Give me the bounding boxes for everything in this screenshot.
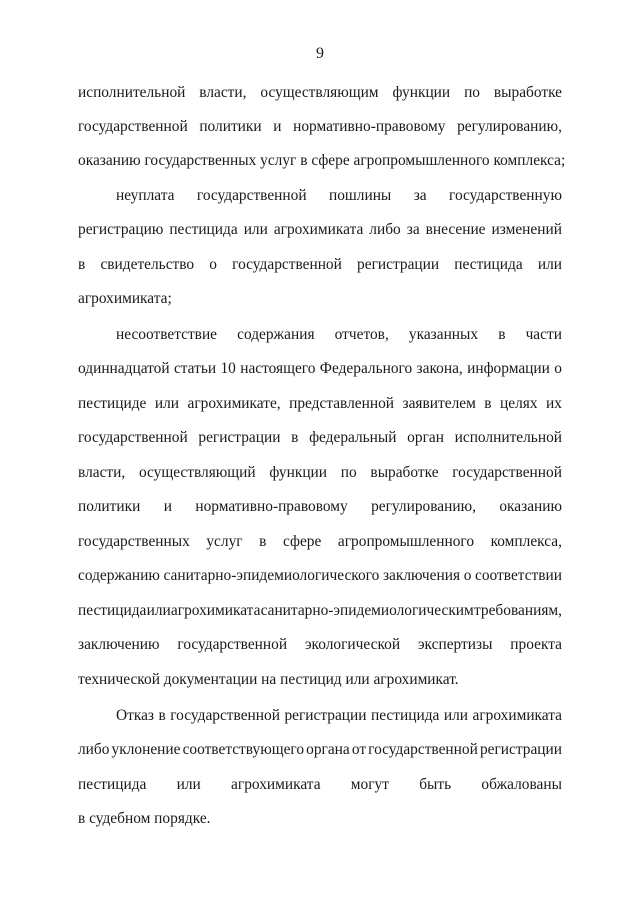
text-line: пестициде или агрохимикате, представленной заявителем в целях их	[78, 395, 562, 412]
text-line: государственной регистрации в федеральный орган исполнительной	[78, 429, 562, 446]
text-line: политики и нормативно-правовому регулированию, оказанию	[78, 498, 562, 515]
text-line: исполнительной власти, осуществляющим функции по выработке	[78, 84, 562, 101]
text-line: регистрацию пестицида или агрохимиката либо за внесение изменений	[78, 221, 562, 238]
text-line: одиннадцатой статьи 10 настоящего Федерального закона, информации о	[78, 360, 562, 377]
text-line: агрохимиката;	[78, 290, 172, 307]
text-line: технической документации на пестицид или агрохимикат.	[78, 671, 459, 688]
text-line: либо уклонение соответствующего органа от государственной регистрации	[78, 741, 562, 758]
text-line: власти, осуществляющий функции по выработке государственной	[78, 464, 562, 481]
page-number: 9	[316, 45, 324, 62]
text-line: оказанию государственных услуг в сфере агропромышленного комплекса;	[78, 152, 566, 169]
text-line: несоответствие содержания отчетов, указанных в части	[116, 326, 562, 343]
text-line: Отказ в государственной регистрации пестицида или агрохимиката	[116, 707, 562, 724]
text-line: содержанию санитарно-эпидемиологического заключения о соответствии	[78, 567, 562, 584]
text-line: государственной политики и нормативно-правовому регулированию,	[78, 118, 562, 135]
text-line: пестицида или агрохимиката санитарно-эпидемиологическим требованиям,	[78, 602, 562, 619]
text-line: пестицида или агрохимиката могут быть обжалованы	[78, 776, 562, 793]
text-line: неуплата государственной пошлины за государственную	[116, 187, 562, 204]
text-line: в судебном порядке.	[78, 810, 211, 827]
text-line: государственных услуг в сфере агропромышленного комплекса,	[78, 533, 562, 550]
text-line: заключению государственной экологической экспертизы проекта	[78, 636, 562, 653]
text-line: в свидетельство о государственной регистрации пестицида или	[78, 256, 562, 273]
